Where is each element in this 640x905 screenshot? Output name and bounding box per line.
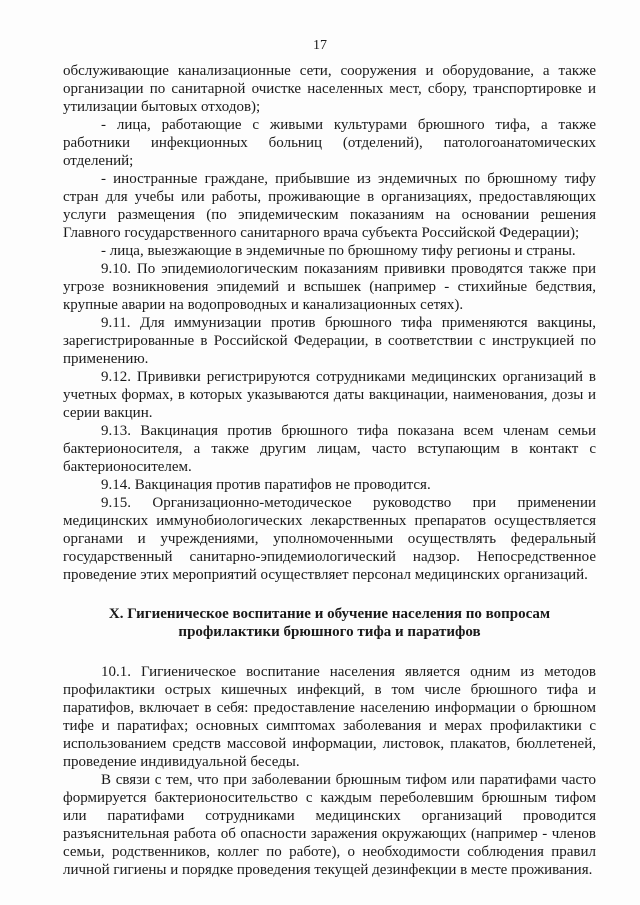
paragraph-p-9-12: 9.12. Прививки регистрируются сотрудниками медицинских организаций в учетных формах, в которых указываются даты вакцинации, наименования, дозы и серии вакцин. (63, 369, 596, 421)
paragraph-p-cont: обслуживающие канализационные сети, сооружения и оборудование, а также организации по санитарной очистке населенных мест, сбору, транспортировке и утилизации бытовых отходов); (63, 63, 596, 115)
page-number: 17 (313, 38, 327, 53)
paragraph-p-9-14: 9.14. Вакцинация против паратифов не проводится. (101, 477, 431, 493)
paragraph-p-9-10: 9.10. По эпидемиологическим показаниям прививки проводятся также при угрозе возникновения эпидемий и вспышек (например - стихийные бедствия, крупные аварии на водопроводных и канализационных сетях). (63, 261, 596, 313)
paragraph-p-10-2: В связи с тем, что при заболевании брюшным тифом или паратифами часто формируется бактерионосительство с каждым переболевшим брюшным тифом или паратифами сотрудниками медицинских организаций проводится разъяснительная работа об опасности заражения окружающих (например - членов семьи, родственников, коллег по работе), о необходимости соблюдения правил личной гигиены и порядке проведения текущей дезинфекции в месте проживания. (63, 772, 596, 878)
paragraph-p-9-15: 9.15. Организационно-методическое руководство при применении медицинских иммунобиологических лекарственных препаратов осуществляется органами и учреждениями, уполномоченными осуществлять федеральный государственный санитарно-эпидемиологический надзор. Непосредственное проведение этих мероприятий осуществляет персонал медицинских организаций. (63, 495, 596, 583)
paragraphs-after (63, 663, 596, 879)
paragraph-p-9-13: 9.13. Вакцинация против брюшного тифа показана всем членам семьи бактерионосителя, а также другим лицам, часто вступающим в контакт с бактерионосителем. (63, 423, 596, 475)
paragraph-p-9-11: 9.11. Для иммунизации против брюшного тифа применяются вакцины, зарегистрированные в Российской Федерации, в соответствии с инструкцией по применению. (63, 315, 596, 367)
paragraph-p-bullet-1: - лица, работающие с живыми культурами брюшного тифа, а также работники инфекционных больниц (отделений), патологоанатомических отделений; (63, 117, 596, 169)
paragraph-p-bullet-3: - лица, выезжающие в эндемичные по брюшному тифу регионы и страны. (101, 243, 576, 259)
paragraphs-before (63, 62, 596, 584)
body-text (63, 62, 596, 879)
paragraph-p-10-1: 10.1. Гигиеническое воспитание населения является одним из методов профилактики острых кишечных инфекций, в том числе брюшного тифа и паратифов, включает в себя: предоставление населению информации о брюшном тифе и паратифах; основных симптомах заболевания и мерах профилактики с использованием средств массовой информации, листовок, плакатов, бюллетеней, проведение индивидуальной беседы. (63, 664, 596, 770)
paragraph-p-bullet-2: - иностранные граждане, прибывшие из эндемичных по брюшному тифу стран для учебы или работы, проживающие в организациях, предоставляющих услуги размещения (по эпидемическим показаниям на основании решения Главного государственного санитарного врача субъекта Российской Федерации); (63, 171, 596, 241)
section-heading: X. Гигиеническое воспитание и обучение населения по вопросам профилактики брюшного тифа и паратифов (108, 606, 551, 640)
